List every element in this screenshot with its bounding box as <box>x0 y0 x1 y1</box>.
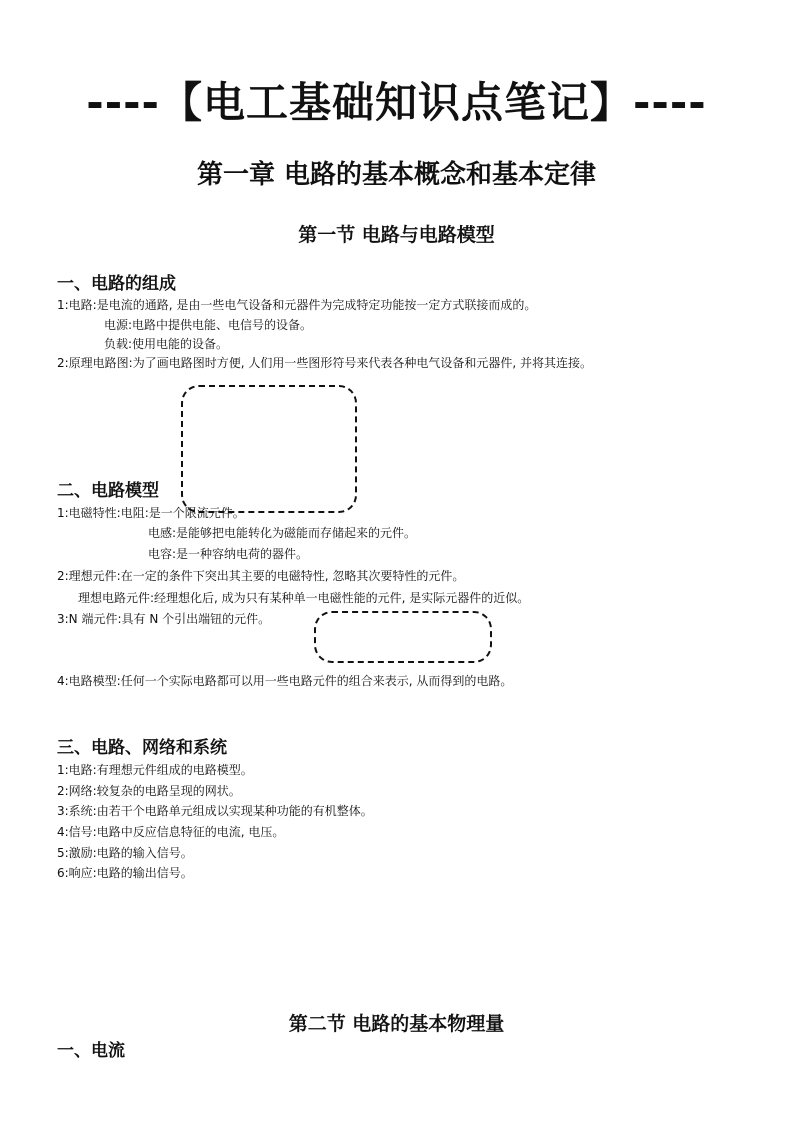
heading-current: 一、电流 <box>57 1041 125 1061</box>
line-circuit: 1:电路:有理想元件组成的电路模型。 <box>57 763 253 777</box>
line-excitation: 5:激励:电路的输入信号。 <box>57 846 193 860</box>
chapter-1-title: 第一章 电路的基本概念和基本定律 <box>196 160 597 190</box>
line-ideal-circuit-element: 理想电路元件:经理想化后, 成为只有某种单一电磁性能的元件, 是实际元器件的近似。 <box>78 591 530 605</box>
heading-circuit-model: 二、电路模型 <box>57 481 159 501</box>
line-signal: 4:信号:电路中反应信息特征的电流, 电压。 <box>57 825 285 839</box>
line-power-source: 电源:电路中提供电能、电信号的设备。 <box>104 318 313 332</box>
line-resistor: 1:电磁特性:电阻:是一个限流元件。 <box>57 506 245 520</box>
document-title: ----【电工基础知识点笔记】---- <box>86 78 707 127</box>
line-load: 负载:使用电能的设备。 <box>104 337 229 351</box>
heading-circuit-network-system: 三、电路、网络和系统 <box>57 738 227 758</box>
heading-circuit-composition: 一、电路的组成 <box>57 274 176 294</box>
line-network: 2:网络:较复杂的电路呈现的网状。 <box>57 784 241 798</box>
dashed-placeholder-box <box>181 385 357 513</box>
section-2-title: 第二节 电路的基本物理量 <box>288 1013 505 1035</box>
line-system: 3:系统:由若干个电路单元组成以实现某种功能的有机整体。 <box>57 804 373 818</box>
line-ideal-element: 2:理想元件:在一定的条件下突出其主要的电磁特性, 忽略其次要特性的元件。 <box>57 569 465 583</box>
line-inductor: 电感:是能够把电能转化为磁能而存储起来的元件。 <box>148 526 417 540</box>
line-circuit-model-def: 4:电路模型:任何一个实际电路都可以用一些电路元件的组合来表示, 从而得到的电路。 <box>57 674 513 688</box>
line-schematic-diagram: 2:原理电路图:为了画电路图时方便, 人们用一些图形符号来代表各种电气设备和元器件, 并将其连接。 <box>57 356 592 370</box>
dashed-placeholder-box-2 <box>314 611 492 663</box>
line-response: 6:响应:电路的输出信号。 <box>57 866 193 880</box>
line-circuit-definition: 1:电路:是电流的通路, 是由一些电气设备和元器件为完成特定功能按一定方式联接而成的。 <box>57 298 537 312</box>
section-1-title: 第一节 电路与电路模型 <box>298 224 495 246</box>
line-capacitor: 电容:是一种容纳电荷的器件。 <box>148 547 309 561</box>
line-n-terminal-element: 3:N 端元件:具有 N 个引出端钮的元件。 <box>57 612 271 626</box>
